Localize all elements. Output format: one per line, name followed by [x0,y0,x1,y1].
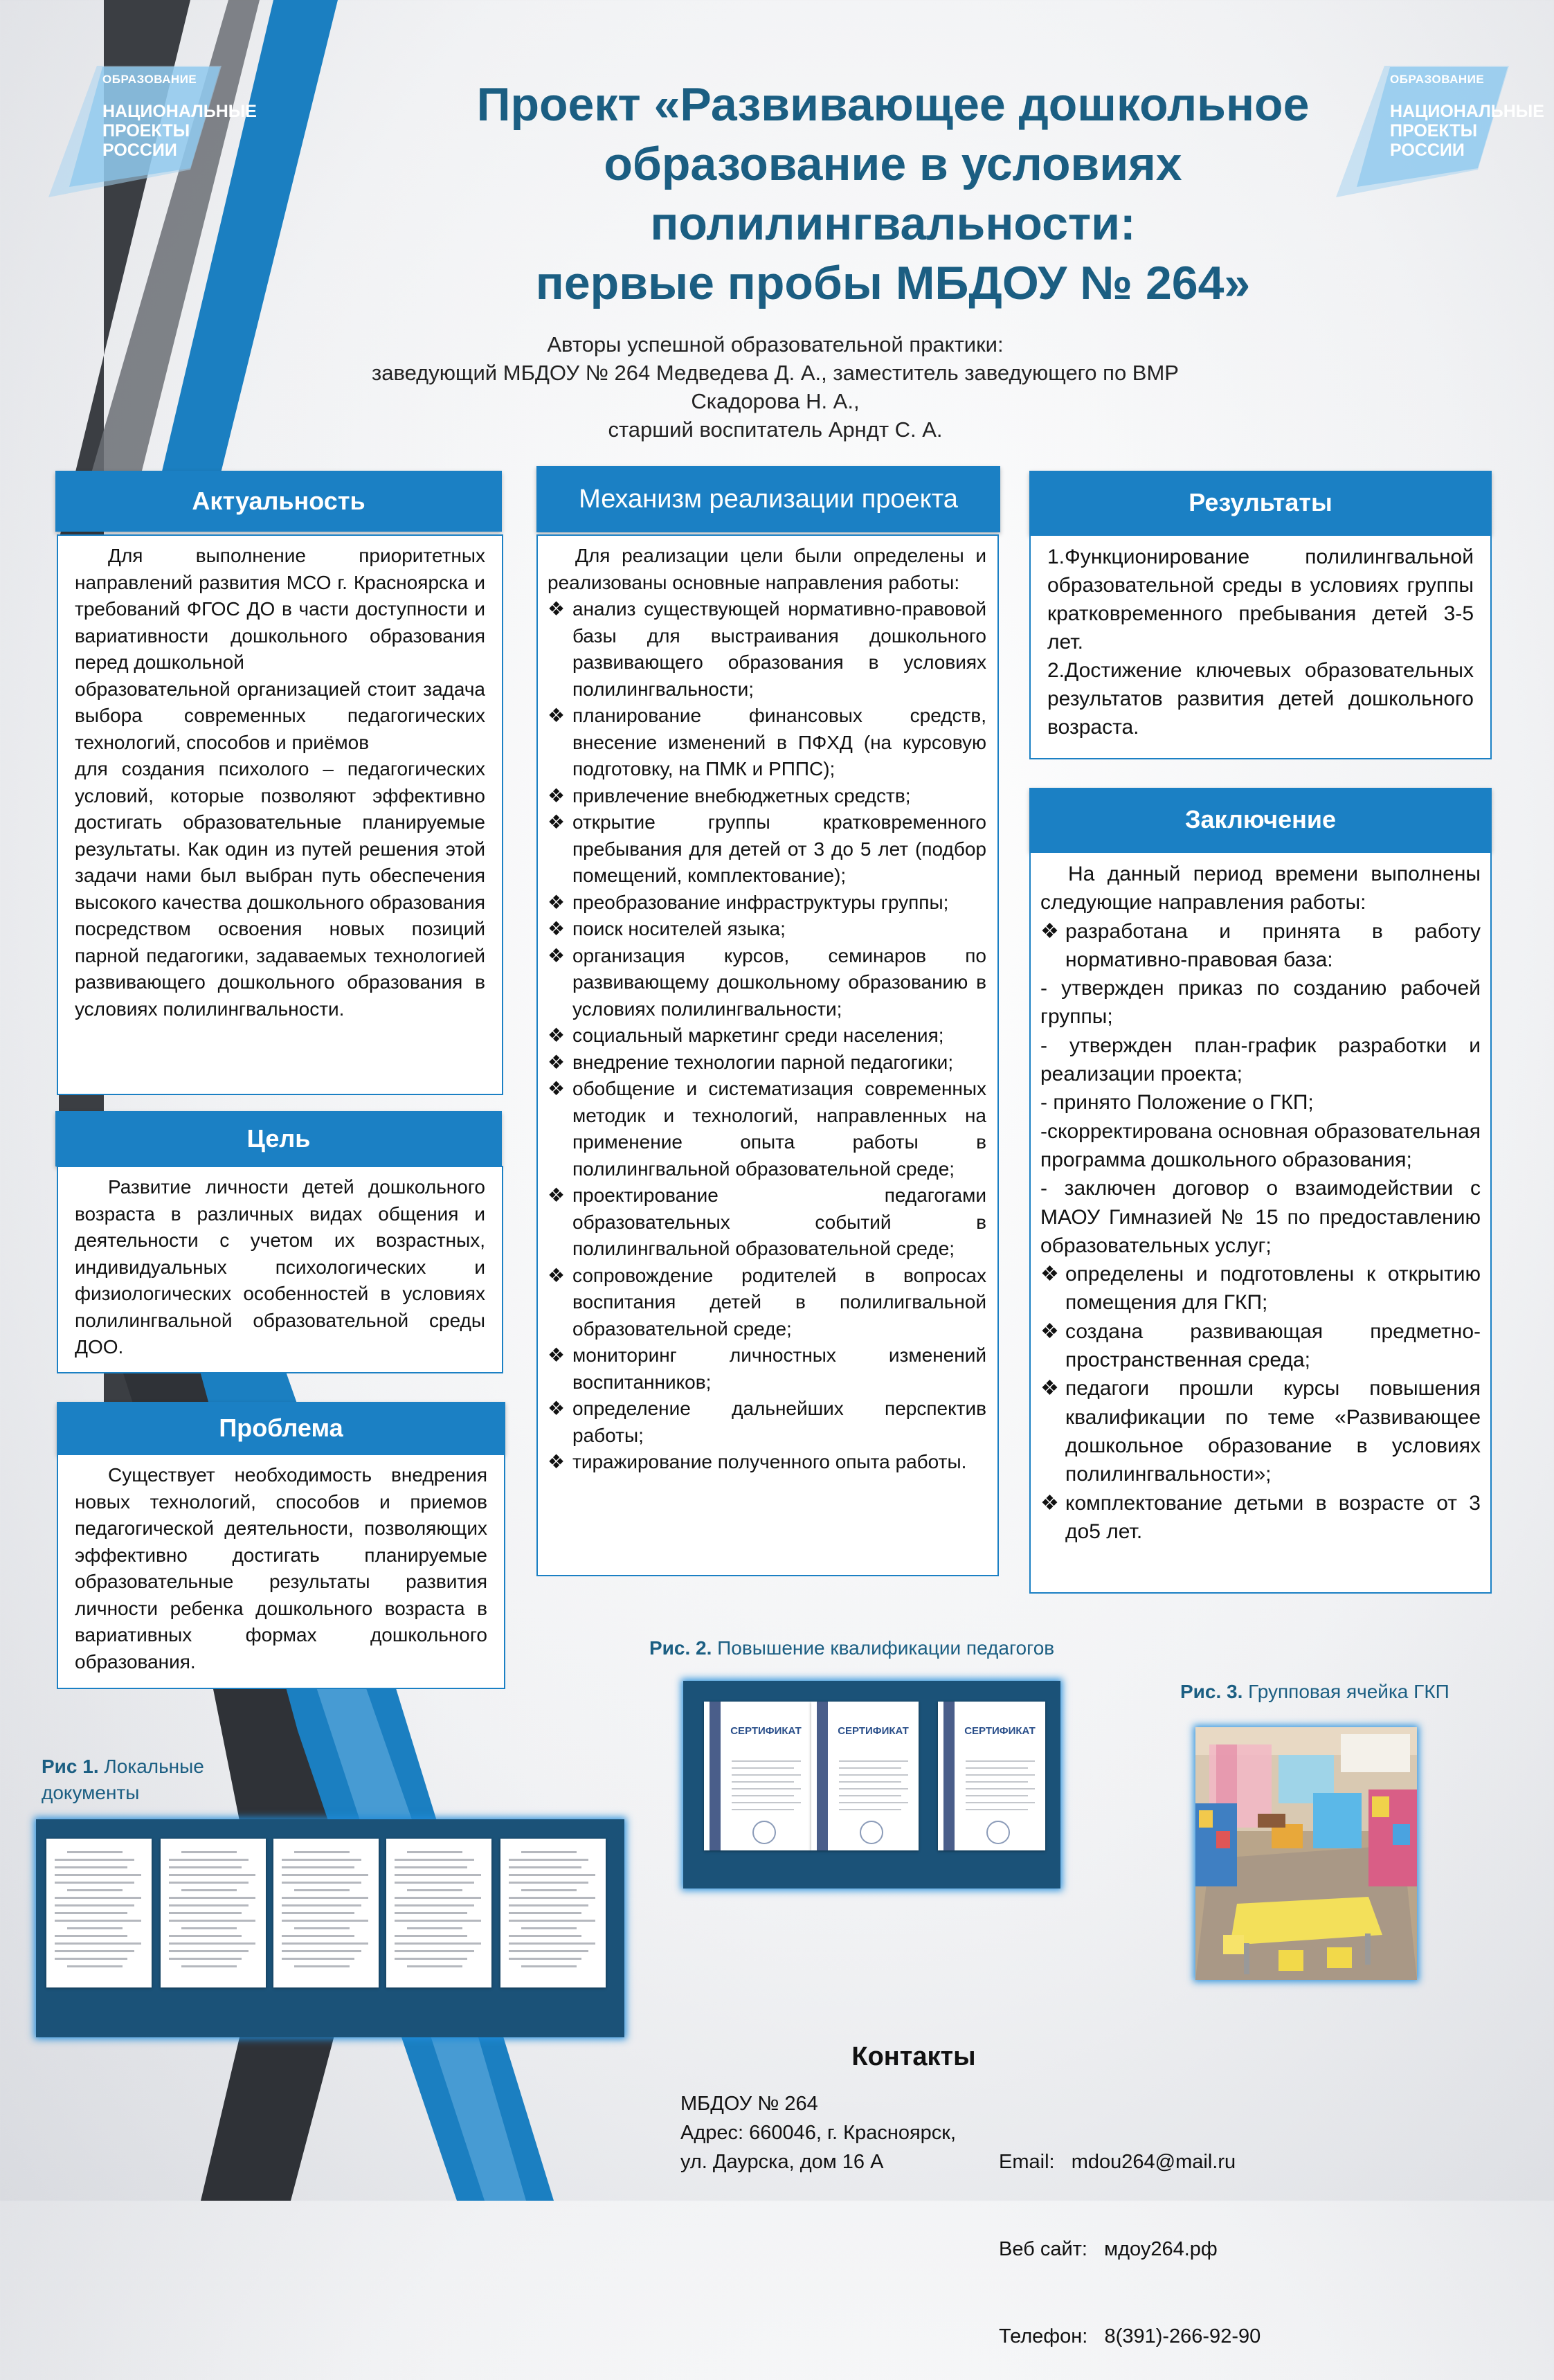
certificate-title: СЕРТИФИКАТ [730,1725,802,1737]
authors-line: Авторы успешной образовательной практики: [547,332,1004,357]
certificate-text-line [966,1809,1028,1810]
problem-heading: Проблема [57,1402,505,1454]
logo-line: ПРОЕКТЫ [1390,121,1478,141]
logo-line: ПРОЕКТЫ [102,121,190,141]
document-text-line [169,1904,249,1906]
mechanism-item [548,1342,986,1396]
certificate-seal-icon [986,1821,1010,1844]
conclusion-item-text: разработана и принята в работу нормативно-правовая база: [1065,919,1481,971]
mechanism-item [548,1449,986,1476]
certificate-text-line [732,1774,801,1776]
document-text-line [282,1935,354,1937]
document-text-line [509,1942,595,1945]
certificate-text-line [732,1802,801,1803]
diamond-bullet-icon: ❖ [548,891,566,913]
mechanism-item [548,1022,986,1049]
certificate-ribbon [943,1702,955,1850]
relevance-heading: Актуальность [55,471,502,532]
mechanism-item [548,703,986,783]
certificate-text-line [839,1788,908,1789]
mechanism-item-text: планирование финансовых средств, внесение изменений в ПФХД (на курсовую подготовку, на ПМК и РППС); [572,705,986,779]
certificate-text-line [839,1760,908,1762]
fig3-label: Рис. 3. [1180,1681,1243,1702]
authors-line: старший воспитатель Арндт С. А. [608,417,943,442]
conclusion-heading: Заключение [1029,788,1492,851]
authors-block [325,330,1225,444]
document-text-line [55,1874,141,1876]
conclusion-plain-item [1040,1088,1481,1117]
document-text-line [395,1950,474,1952]
fig1-text: Локальные документы [42,1756,204,1803]
document-text-line [509,1882,588,1884]
diamond-bullet-icon: ❖ [548,1264,566,1286]
document-text-line [55,1942,141,1945]
mechanism-item [548,809,986,890]
contact-line: ул. Даурска, дом 16 А [680,2151,884,2173]
document-text-line [55,1904,134,1906]
contact-line: МБДОУ № 264 [680,2093,818,2115]
mechanism-item [548,943,986,1023]
document-text-line [169,1935,242,1937]
document-text-line [282,1942,368,1945]
conclusion-plain-item [1040,1174,1481,1260]
mechanism-item [548,1263,986,1343]
national-projects-logo-left [48,66,257,218]
certificate-title: СЕРТИФИКАТ [964,1725,1036,1737]
document-text-line [395,1866,467,1868]
document-text-line [169,1912,242,1914]
title-line: образование в условиях [604,138,1182,190]
certificate-seal-icon [752,1821,776,1844]
document-thumbnail [386,1839,491,1987]
mechanism-item [548,1076,986,1182]
document-text-line [282,1866,354,1868]
mechanism-item-text: привлечение внебюджетных средств; [572,784,911,806]
contact-email[interactable]: Email: mdou264@mail.ru [999,2151,1236,2173]
mechanism-item-text: мониторинг личностных изменений воспитанников; [572,1344,986,1393]
document-text-line [169,1942,255,1945]
document-text-line [395,1859,474,1861]
conclusion-item-text: - утвержден приказ по созданию рабочей группы; [1040,977,1481,1029]
document-text-line [521,1927,577,1929]
diamond-bullet-icon: ❖ [548,1025,566,1046]
document-text-line [395,1904,474,1906]
conclusion-plain-item [1040,1117,1481,1175]
document-text-line [509,1866,581,1868]
document-text-line [169,1958,242,1960]
diamond-bullet-icon: ❖ [1040,1319,1059,1343]
document-text-line [509,1897,595,1899]
results-box [1029,534,1492,759]
document-text-line [169,1882,249,1884]
certificate-ribbon [710,1702,721,1850]
fig1-documents-panel [36,1819,624,2037]
logo-top-text: ОБРАЗОВАНИЕ [1390,73,1485,86]
conclusion-intro: На данный период времени выполнены следующие направления работы: [1040,863,1481,914]
logo-line: РОССИИ [102,141,177,160]
fig2-label: Рис. 2. [649,1637,712,1659]
document-text-line [181,1851,237,1853]
document-text-line [395,1874,481,1876]
fig1-label: Рис 1. [42,1756,99,1777]
diamond-bullet-icon: ❖ [1040,919,1059,943]
certificate-text-line [839,1802,908,1803]
document-text-line [395,1942,481,1945]
document-text-line [509,1920,595,1922]
document-text-line [509,1874,595,1876]
document-thumbnail [161,1839,266,1987]
mechanism-item-text: тиражирование полученного опыта работы. [572,1451,967,1472]
diamond-bullet-icon: ❖ [548,1184,566,1206]
document-text-line [509,1904,588,1906]
mechanism-item-text: сопровождение родителей в вопросах воспитания детей в полилигвальной образовательной среде; [572,1264,986,1340]
diamond-bullet-icon: ❖ [548,944,566,966]
conclusion-item-text: определены и подготовлены к открытию помещения для ГКП; [1065,1263,1481,1315]
certificate-text-line [732,1767,794,1769]
document-text-line [521,1889,577,1891]
document-text-line [181,1927,237,1929]
fig1-caption [42,1754,222,1806]
mechanism-item-text: социальный маркетинг среди населения; [572,1025,944,1046]
mechanism-item-text: проектирование педагогами образовательных событий в полилингвальной образовательной среде; [572,1184,986,1259]
relevance-box [57,534,503,1095]
document-thumbnail [46,1839,152,1987]
document-text-line [294,1965,350,1967]
document-text-line [169,1866,242,1868]
document-text-line [395,1958,467,1960]
fig3-caption [1180,1681,1499,1703]
mechanism-item [548,1182,986,1263]
document-text-line [55,1920,141,1922]
certificate-thumbnail [704,1702,811,1850]
document-text-line [169,1874,255,1876]
fig3-classroom-photo [1195,1727,1417,1980]
logo-line: РОССИИ [1390,141,1465,160]
results-item: 2.Достижение ключевых образовательных результатов развития детей дошкольного возраста. [1047,659,1474,739]
diamond-bullet-icon: ❖ [548,1344,566,1366]
logo-top-text: ОБРАЗОВАНИЕ [102,73,197,86]
document-text-line [282,1874,368,1876]
title-line: полилингвальности: [650,197,1136,250]
results-heading: Результаты [1029,471,1492,534]
document-text-line [181,1889,237,1891]
document-text-line [55,1859,134,1861]
conclusion-box [1029,851,1492,1594]
poster-title [332,75,1454,313]
certificate-text-line [966,1774,1035,1776]
relevance-text: образовательной организацией стоит задача выбора современных педагогических технологий, способов и приёмов [75,678,485,753]
document-text-line [282,1897,368,1899]
conclusion-item-text: -скорректирована основная образовательная программа дошкольного образования; [1040,1119,1481,1171]
document-text-line [294,1889,350,1891]
contact-line: Адрес: 660046, г. Красноярск, [680,2122,957,2144]
document-text-line [169,1897,255,1899]
certificate-text-line [732,1788,801,1789]
authors-line: заведующий МБДОУ № 264 Медведева Д. А., заместитель заведующего по ВМР Скадорова Н. А., [372,361,1179,413]
mechanism-item-text: открытие группы кратковременного пребывания для детей от 3 до 5 лет (подбор помещений, комплектование); [572,811,986,886]
document-text-line [282,1912,354,1914]
mechanism-item-text: обобщение и систематизация современных методик и технологий, направленных на применение опыта работы в полилингвальной образовательной среде; [572,1078,986,1180]
mechanism-item-text: внедрение технологии парной педагогики; [572,1051,954,1073]
mechanism-item-text: поиск носителей языка; [572,918,786,939]
goal-heading: Цель [55,1111,502,1166]
document-text-line [67,1851,123,1853]
diamond-bullet-icon: ❖ [548,1451,566,1472]
logo-text [102,102,257,160]
fig2-certificates-panel [683,1681,1060,1888]
certificate-text-line [966,1760,1035,1762]
certificate-text-line [732,1809,794,1810]
mechanism-item [548,890,986,917]
document-text-line [282,1950,361,1952]
document-text-line [55,1882,134,1884]
certificate-text-line [966,1781,1028,1783]
document-text-line [55,1912,127,1914]
document-text-line [282,1920,368,1922]
document-text-line [407,1889,462,1891]
document-text-line [282,1859,361,1861]
document-text-line [521,1851,577,1853]
document-thumbnail [500,1839,606,1987]
document-text-line [509,1859,588,1861]
document-text-line [55,1897,141,1899]
contact-phone: Телефон: 8(391)-266-92-90 [999,2325,1261,2347]
mechanism-item-text: организация курсов, семинаров по развивающему дошкольному образованию в условиях полилингвальности; [572,944,986,1020]
document-text-line [282,1904,361,1906]
title-line: первые пробы МБДОУ № 264» [535,257,1251,309]
document-text-line [395,1882,474,1884]
certificate-seal-icon [860,1821,883,1844]
fig3-text: Групповая ячейка ГКП [1248,1681,1449,1702]
contacts-heading: Контакты [851,2042,976,2071]
document-text-line [407,1965,462,1967]
certificate-text-line [732,1760,801,1762]
fig2-caption [649,1637,1134,1659]
certificate-text-line [966,1795,1028,1796]
certificate-text-line [839,1795,901,1796]
certificate-text-line [966,1767,1028,1769]
certificate-text-line [839,1774,908,1776]
certificate-text-line [966,1788,1035,1789]
mechanism-box [536,534,999,1576]
document-text-line [509,1912,581,1914]
document-thumbnail [273,1839,379,1987]
diamond-bullet-icon: ❖ [548,784,566,806]
classroom-photo-image [1195,1727,1417,1980]
conclusion-plain-item [1040,974,1481,1031]
document-text-line [395,1935,467,1937]
diamond-bullet-icon: ❖ [548,1398,566,1419]
mechanism-item [548,1396,986,1449]
relevance-text: Для выполнение приоритетных направлений развития МСО г. Красноярска и требований ФГОС ДО в части доступности и вариативности дошкольного образования перед дошкольной [75,545,485,673]
conclusion-bullet-item [1040,1317,1481,1375]
diamond-bullet-icon: ❖ [1040,1263,1059,1286]
document-text-line [67,1889,123,1891]
document-text-line [282,1882,361,1884]
diamond-bullet-icon: ❖ [548,705,566,726]
conclusion-bullet-item [1040,1489,1481,1547]
conclusion-item-text: - заключен договор о взаимодействии с МАОУ Гимназией № 15 по предоставлению образовательных услуг; [1040,1177,1481,1257]
document-text-line [282,1958,354,1960]
mechanism-item [548,916,986,943]
title-line: Проект «Развивающее дошкольное [476,78,1310,131]
document-text-line [67,1965,123,1967]
mechanism-item [548,596,986,703]
certificate-title: СЕРТИФИКАТ [838,1725,909,1737]
conclusion-item-text: педагоги прошли курсы повышения квалификации по теме «Развивающее дошкольное образование в условиях полилингвальности»; [1065,1377,1481,1486]
mechanism-item [548,783,986,810]
logo-line: НАЦИОНАЛЬНЫЕ [102,102,257,121]
certificate-text-line [732,1795,794,1796]
fig2-text: Повышение квалификации педагогов [717,1637,1055,1659]
diamond-bullet-icon: ❖ [1040,1491,1059,1515]
mechanism-item-text: анализ существующей нормативно-правовой базы для выстраивания дошкольного развивающего образования в условиях полилингвальности; [572,598,986,700]
certificate-thumbnail [938,1702,1045,1850]
goal-text: Развитие личности детей дошкольного возраста в различных видах общения и деятельности с учетом их возрастных, индивидуальных психологических и физиологических особенностей в условиях полилингвальной образовательной среды ДОО. [75,1176,485,1358]
document-text-line [395,1897,481,1899]
document-text-line [294,1851,350,1853]
contacts-left [680,2089,999,2176]
certificate-text-line [839,1809,901,1810]
mechanism-intro: Для реализации цели были определены и реализованы основные направления работы: [548,545,986,593]
document-text-line [55,1958,127,1960]
document-text-line [294,1927,350,1929]
conclusion-bullet-item [1040,917,1481,975]
diamond-bullet-icon: ❖ [548,1078,566,1099]
mechanism-item-text: преобразование инфраструктуры группы; [572,891,949,913]
certificate-text-line [966,1802,1035,1803]
conclusion-bullet-item [1040,1374,1481,1488]
document-text-line [169,1950,249,1952]
document-text-line [169,1859,249,1861]
mechanism-item [548,1049,986,1076]
certificate-text-line [839,1781,901,1783]
conclusion-item-text: - принято Положение о ГКП; [1040,1091,1314,1115]
diamond-bullet-icon: ❖ [548,1051,566,1073]
conclusion-plain-item [1040,1031,1481,1089]
document-text-line [509,1950,588,1952]
certificate-text-line [839,1767,901,1769]
document-text-line [395,1912,467,1914]
document-text-line [395,1920,481,1922]
mechanism-item-text: определение дальнейших перспектив работы; [572,1398,986,1446]
document-text-line [55,1950,134,1952]
document-text-line [67,1927,123,1929]
certificate-thumbnail [811,1702,919,1850]
problem-box [57,1454,505,1689]
contacts-right [999,2089,1359,2380]
document-text-line [181,1965,237,1967]
diamond-bullet-icon: ❖ [548,918,566,939]
document-text-line [407,1927,462,1929]
conclusion-item-text: создана развивающая предметно-пространственная среда; [1065,1319,1481,1372]
document-text-line [509,1958,581,1960]
results-item: 1.Функционирование полилингвальной образовательной среды в условиях группы кратковременного пребывания детей 3-5 лет. [1047,546,1474,653]
problem-text: Существует необходимость внедрения новых технологий, способов и приемов педагогической деятельности, позволяющих эффективно достигать планируемые образовательные результаты развития личности ребенка дошкольного возраста в вариативных формах дошкольного образования. [75,1464,487,1673]
document-text-line [55,1935,127,1937]
diamond-bullet-icon: ❖ [1040,1377,1059,1400]
diamond-bullet-icon: ❖ [548,811,566,833]
document-text-line [521,1965,577,1967]
goal-box [57,1166,503,1373]
conclusion-item-text: - утвержден план-график разработки и реализации проекта; [1040,1034,1481,1086]
diamond-bullet-icon: ❖ [548,598,566,620]
contact-website[interactable]: Веб сайт: мдоу264.рф [999,2238,1218,2260]
certificate-text-line [732,1781,794,1783]
certificate-ribbon [817,1702,828,1850]
relevance-text: для создания психолого – педагогических условий, которые позволяют эффективно достигать образовательные планируемые результаты. Как один из путей решения этой задачи нами был выбран путь обеспечения высокого качества дошкольного образования посредством освоения новых позиций парной педагогики, задаваемых технологией развивающего дошкольного образования в условиях полилингвальности. [75,758,485,1020]
conclusion-bullet-item [1040,1260,1481,1317]
logo-line: НАЦИОНАЛЬНЫЕ [1390,102,1544,121]
conclusion-list [1040,917,1481,1547]
document-text-line [407,1851,462,1853]
mechanism-list [548,596,986,1476]
document-text-line [509,1935,581,1937]
mechanism-heading: Механизм реализации проекта [536,466,1000,532]
document-text-line [169,1920,255,1922]
document-text-line [55,1866,127,1868]
conclusion-item-text: комплектование детьми в возрасте от 3 до5 лет. [1065,1491,1481,1543]
